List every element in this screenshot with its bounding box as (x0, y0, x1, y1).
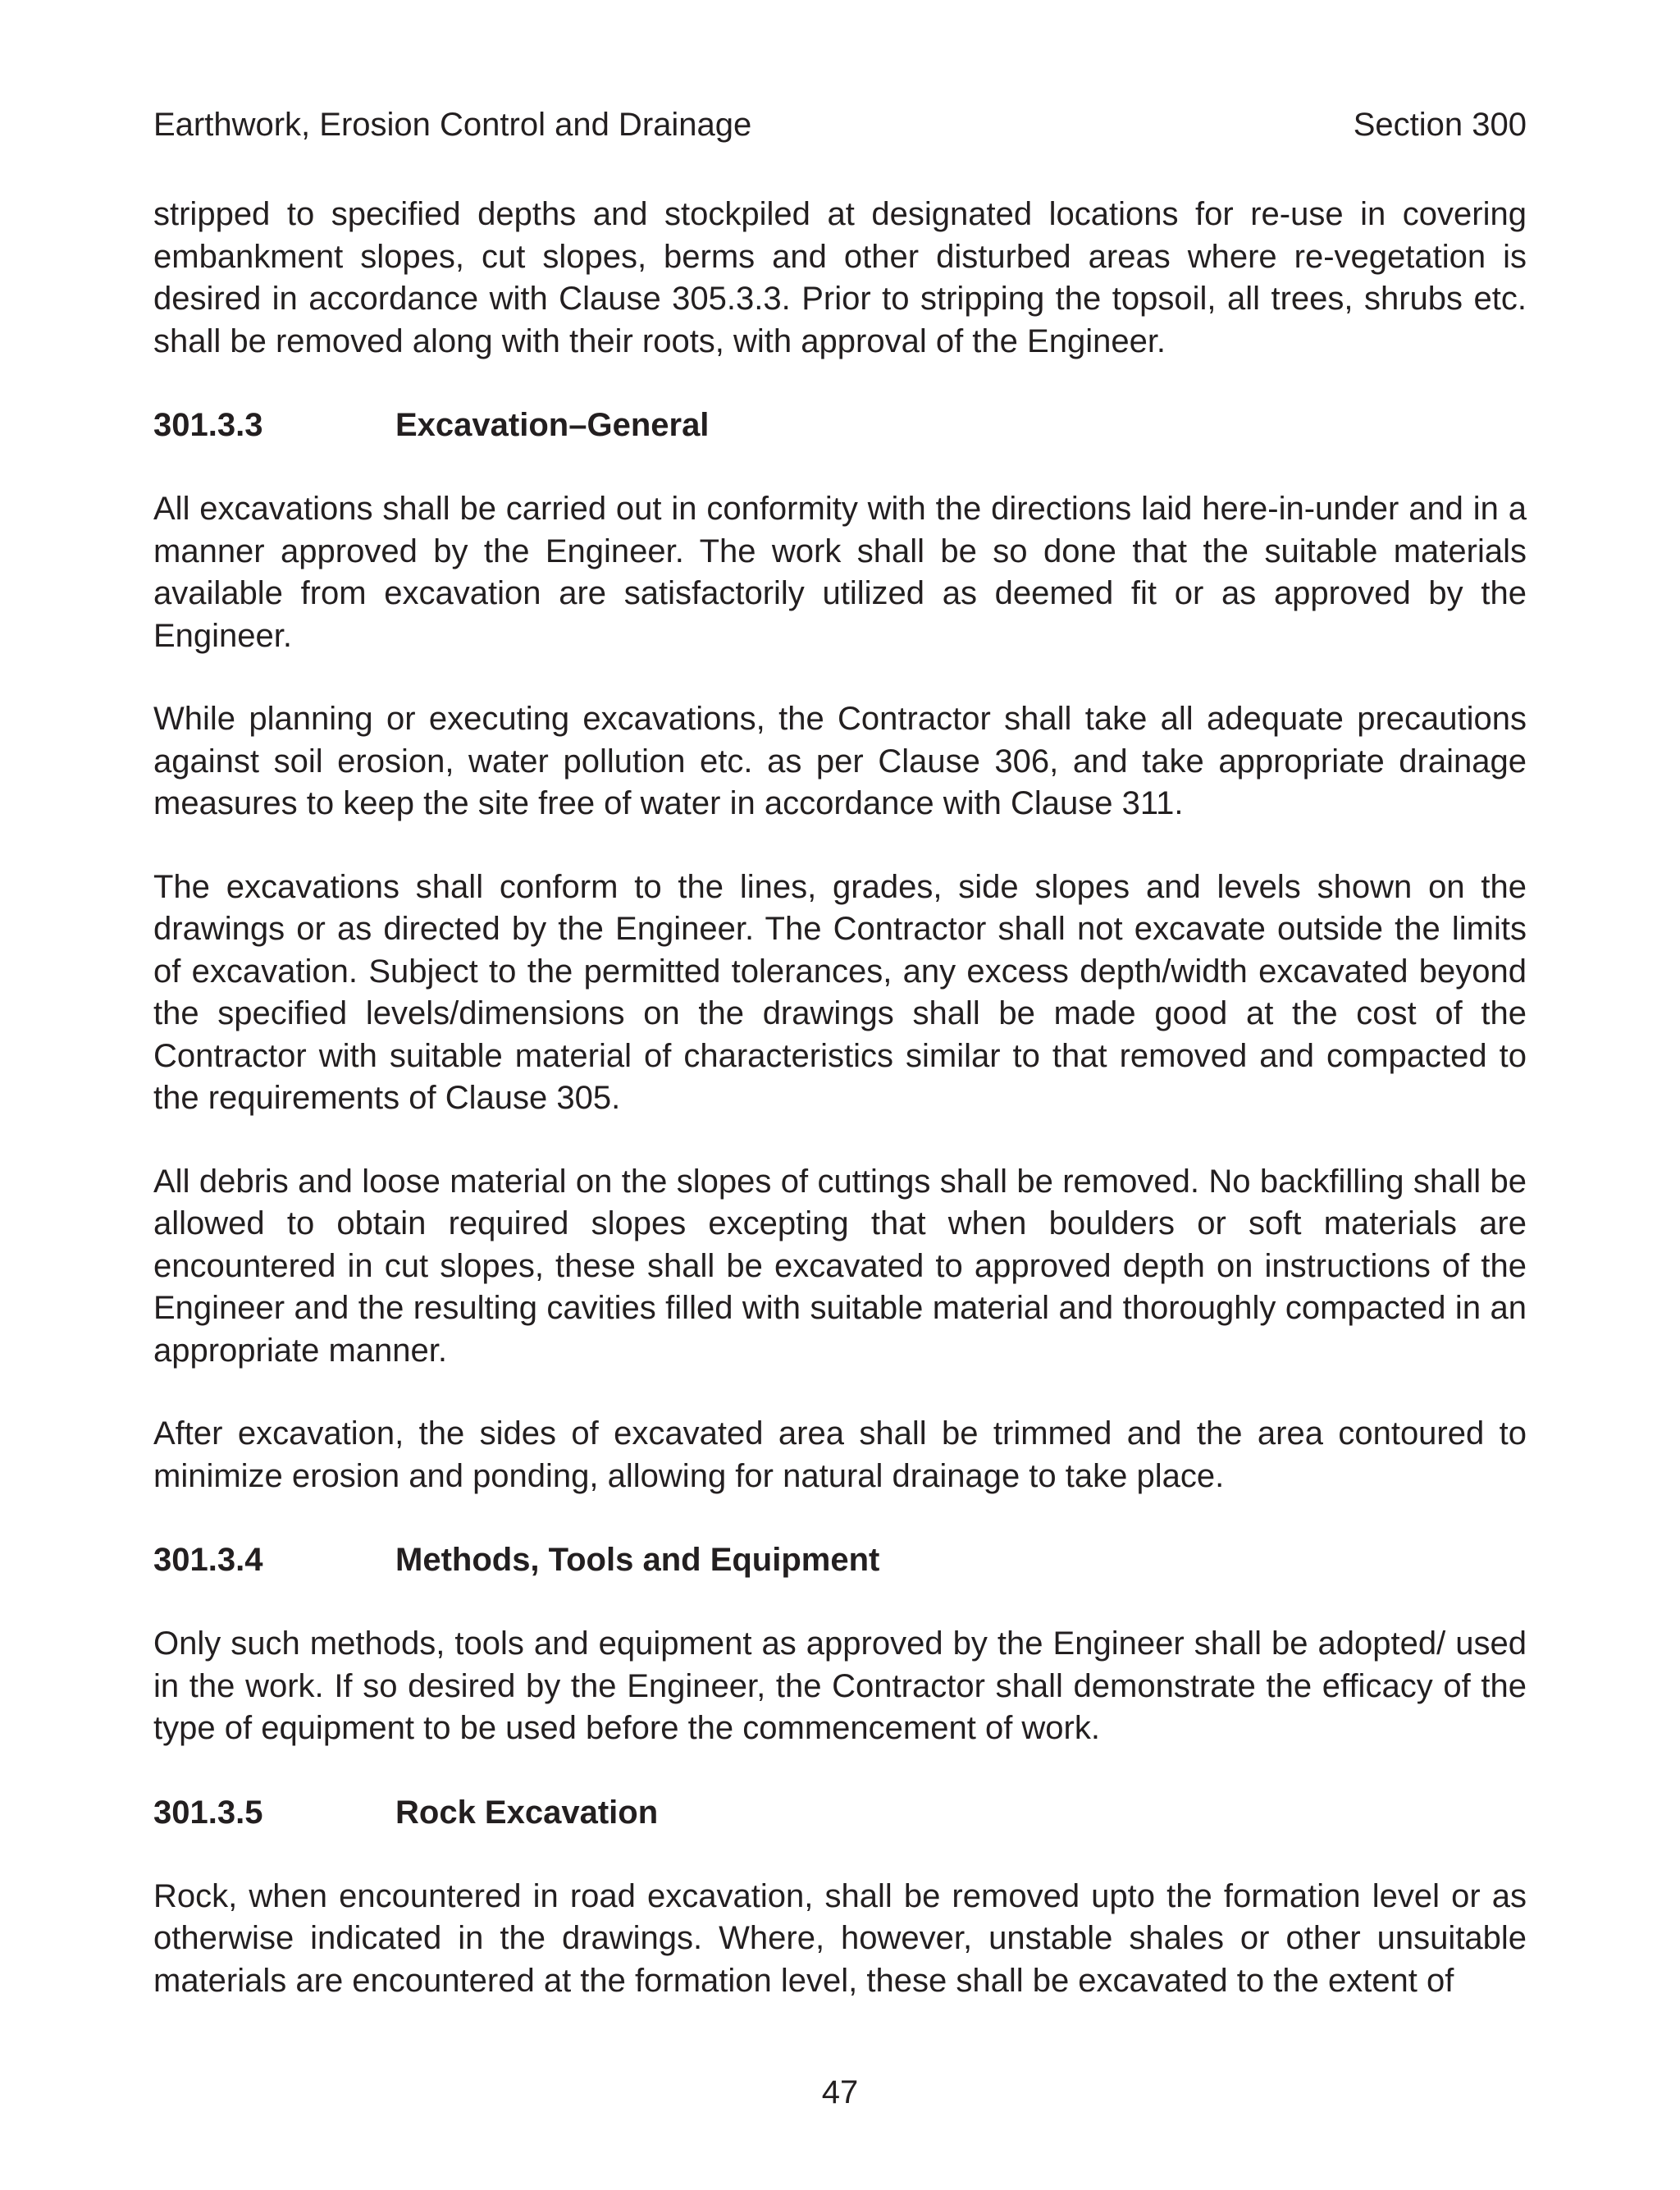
page-number: 47 (821, 2074, 859, 2110)
header-title: Earthwork, Erosion Control and Drainage (153, 107, 752, 143)
section-number: 301.3.4 (153, 1542, 263, 1578)
paragraph: After excavation, the sides of excavated area shall be trimmed and the area contoured to minimize erosion and ponding, allowing for natural drainage to take place. (153, 1415, 1527, 1494)
paragraph: The excavations shall conform to the lines, grades, side slopes and levels shown on the drawings or as directed by the Engineer. The Contractor shall not excavate outside the limits of excavation. Subject to the permitted tolerances, any excess depth/width excavated beyond the specified levels/dimensions on the drawings shall be made good at the cost of the Contractor with suitable material of characteristics similar to that removed and compacted to the requirements of Clause 305. (153, 868, 1527, 1116)
paragraph: All debris and loose material on the slopes of cuttings shall be removed. No backfilling shall be allowed to obtain required slopes excepting that when boulders or soft materials are encountered in cut slopes, these shall be excavated to approved depth on instructions of the Engineer and the resulting cavities filled with suitable material and thoroughly compacted in an appropriate manner. (153, 1163, 1527, 1369)
section-title: Rock Excavation (395, 1794, 659, 1831)
paragraph: All excavations shall be carried out in conformity with the directions laid here-in-under and in a manner approved by the Engineer. The work shall be so done that the suitable materials available from excavation are satisfactorily utilized as deemed fit or as approved by the Engineer. (153, 491, 1527, 654)
section-heading-301-3-3 (153, 404, 1527, 446)
paragraph: While planning or executing excavations, the Contractor shall take all adequate precautions against soil erosion, water pollution etc. as per Clause 306, and take appropriate drainage measures to keep the site free of water in accordance with Clause 311. (153, 701, 1527, 821)
document-page (153, 0, 1527, 2190)
header-section: Section 300 (1353, 107, 1527, 143)
paragraph: Only such methods, tools and equipment as approved by the Engineer shall be adopted/ used in the work. If so desired by the Engineer, the Contractor shall demonstrate the efficacy of the type of equipment to be used before the commencement of work. (153, 1625, 1527, 1746)
paragraph-intro: stripped to specified depths and stockpiled at designated locations for re-use in covering embankment slopes, cut slopes, berms and other disturbed areas where re-vegetation is desired in accordance with Clause 305.3.3. Prior to stripping the topsoil, all trees, shrubs etc. shall be removed along with their roots, with approval of the Engineer. (153, 196, 1527, 359)
section-heading-301-3-5 (153, 1791, 1527, 1834)
section-title: Methods, Tools and Equipment (395, 1542, 880, 1578)
section-title: Excavation–General (395, 407, 710, 443)
section-number: 301.3.5 (153, 1794, 263, 1831)
paragraph: Rock, when encountered in road excavation, shall be removed upto the formation level or as otherwise indicated in the drawings. Where, however, unstable shales or other unsuitable materials are encountered at the formation level, these shall be excavated to the extent of (153, 1877, 1527, 1999)
body-text (153, 194, 1527, 2043)
running-header (153, 103, 1527, 146)
section-heading-301-3-4 (153, 1538, 1527, 1581)
section-number: 301.3.3 (153, 407, 263, 443)
